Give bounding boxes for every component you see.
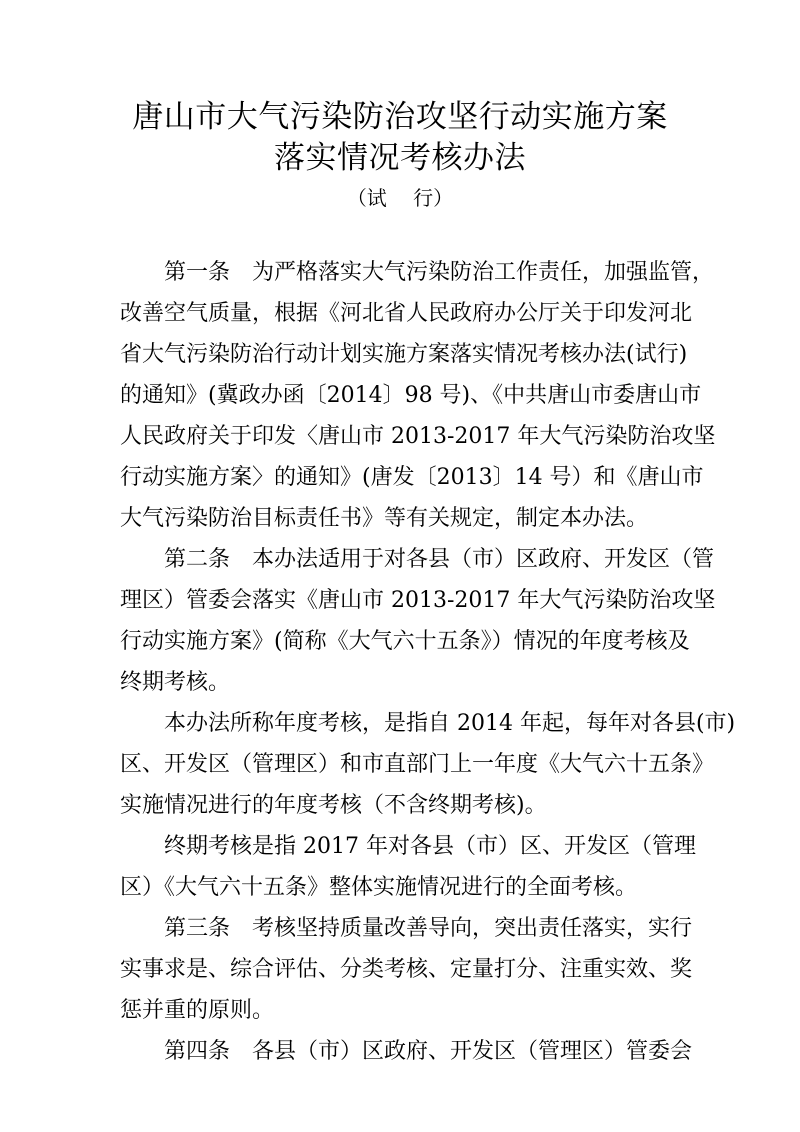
body-line: 第四条 各县（市）区政府、开发区（管理区）管委会 — [164, 1039, 693, 1064]
body-line: 改善空气质量，根据《河北省人民政府办公厅关于印发河北 — [120, 301, 693, 326]
body-line: 的通知》(冀政办函〔2014〕98 号)、《中共唐山市委唐山市 — [120, 383, 702, 408]
body-line: 惩并重的原则。 — [120, 998, 275, 1023]
body-line: 大气污染防治目标责任书》等有关规定，制定本办法。 — [120, 506, 649, 531]
body-line: 区、开发区（管理区）和市直部门上一年度《大气六十五条》 — [120, 752, 715, 777]
body-line: 本办法所称年度考核，是指自 2014 年起，每年对各县(市) — [164, 711, 736, 736]
body-line: 终期考核是指 2017 年对各县（市）区、开发区（管理 — [164, 834, 696, 859]
body-line: 人民政府关于印发〈唐山市 2013-2017 年大气污染防治攻坚 — [120, 424, 716, 449]
body-line: 省大气污染防治行动计划实施方案落实情况考核办法(试行) — [120, 342, 688, 367]
document-title-line-2: 落实情况考核办法 — [274, 140, 526, 176]
body-line: 实事求是、综合评估、分类考核、定量打分、注重实效、奖 — [120, 957, 693, 982]
body-line: 行动实施方案》(简称《大气六十五条》）情况的年度考核及 — [120, 629, 690, 654]
body-line: 第一条 为严格落实大气污染防治工作责任，加强监管， — [164, 260, 715, 285]
body-line: 第二条 本办法适用于对各县（市）区政府、开发区（管 — [164, 547, 715, 572]
body-line: 区）《大气六十五条》整体实施情况进行的全面考核。 — [120, 875, 638, 900]
body-line: 第三条 考核坚持质量改善导向，突出责任落实，实行 — [164, 916, 693, 941]
document-subtitle: （试 行） — [346, 186, 454, 210]
body-line: 行动实施方案〉的通知》(唐发〔2013〕14 号）和《唐山市 — [120, 465, 704, 490]
body-line: 实施情况进行的年度考核（不含终期考核)。 — [120, 793, 547, 818]
document-title-line-1: 唐山市大气污染防治攻坚行动实施方案 — [132, 99, 668, 135]
body-line: 理区）管委会落实《唐山市 2013-2017 年大气污染防治攻坚 — [120, 588, 716, 613]
body-line: 终期考核。 — [120, 670, 231, 695]
